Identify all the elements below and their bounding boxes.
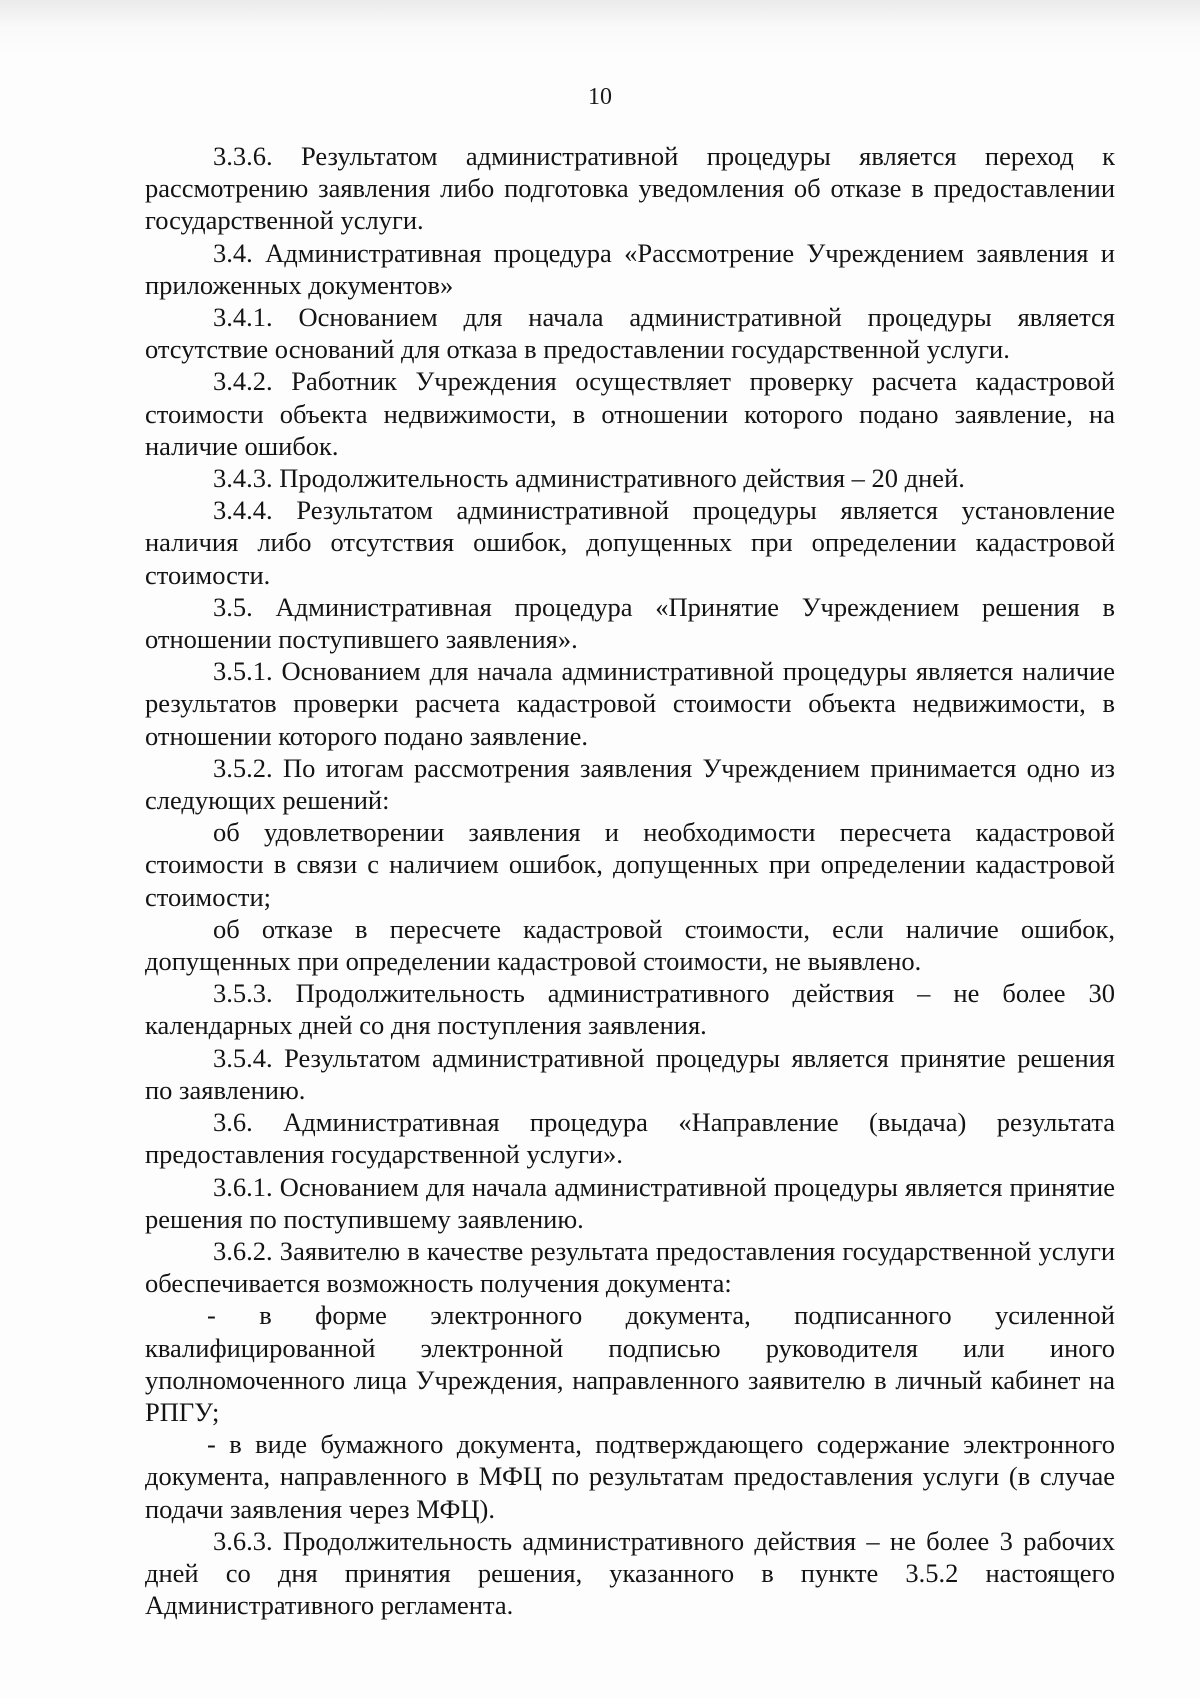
paragraph-3-4-2: 3.4.2. Работник Учреждения осуществляет проверку расчета кадастровой стоимости объекта недвижимости, в отношении которого подано заявление, на наличие ошибок. [145, 366, 1115, 461]
paragraph-3-4-4: 3.4.4. Результатом административной процедуры является установление наличия либо отсутствия ошибок, допущенных при определении кадастровой стоимости. [145, 495, 1115, 590]
paragraph-3-5: 3.5. Административная процедура «Принятие Учреждением решения в отношении поступившего заявления». [145, 591, 1115, 655]
decision-option-approve: об удовлетворении заявления и необходимости пересчета кадастровой стоимости в связи с наличием ошибок, допущенных при определении кадастровой стоимости; [145, 817, 1115, 912]
paragraph-3-3-6: 3.3.6. Результатом административной процедуры является переход к рассмотрению заявления либо подготовка уведомления об отказе в предоставлении государственной услуги. [145, 141, 1115, 236]
paragraph-3-5-1: 3.5.1. Основанием для начала административной процедуры является наличие результатов проверки расчета кадастровой стоимости объекта недвижимости, в отношении которого подано заявление. [145, 656, 1115, 751]
paragraph-3-6-3: 3.6.3. Продолжительность административного действия – не более 3 рабочих дней со дня принятия решения, указанного в пункте 3.5.2 настоящего Административного регламента. [145, 1525, 1115, 1621]
paragraph-3-4: 3.4. Административная процедура «Рассмотрение Учреждением заявления и приложенных документов» [145, 237, 1115, 300]
page-number: 10 [588, 84, 612, 110]
paragraph-3-4-1: 3.4.1. Основанием для начала административной процедуры является отсутствие оснований для отказа в предоставлении государственной услуги. [145, 302, 1115, 365]
paragraph-3-5-4: 3.5.4. Результатом административной процедуры является принятие решения по заявлению. [145, 1042, 1115, 1105]
paragraph-3-6-1: 3.6.1. Основанием для начала административной процедуры является принятие решения по поступившему заявлению. [145, 1171, 1115, 1234]
paragraph-3-5-3: 3.5.3. Продолжительность административного действия – не более 30 календарных дней со дня поступления заявления. [145, 978, 1115, 1041]
paragraph-3-4-3: 3.4.3. Продолжительность административного действия – 20 дней. [213, 463, 965, 494]
list-item-electronic-document: - в форме электронного документа, подписанного усиленной квалифицированной электронной подписью руководителя или иного уполномоченного лица Учреждения, направленного заявителю в личный кабинет на РПГУ; [145, 1300, 1115, 1427]
list-item-paper-document: - в виде бумажного документа, подтверждающего содержание электронного документа, направленного в МФЦ по результатам предоставления услуги (в случае подачи заявления через МФЦ). [145, 1429, 1115, 1524]
document-body [145, 140, 1115, 1621]
paragraph-3-5-2: 3.5.2. По итогам рассмотрения заявления Учреждением принимается одно из следующих решений: [145, 752, 1115, 816]
scan-artifact [0, 0, 1200, 55]
paragraph-3-6-2: 3.6.2. Заявителю в качестве результата предоставления государственной услуги обеспечивается возможность получения документа: [145, 1235, 1115, 1299]
decision-option-refuse: об отказе в пересчете кадастровой стоимости, если наличие ошибок, допущенных при определении кадастровой стоимости, не выявлено. [145, 913, 1115, 977]
paragraph-3-6: 3.6. Административная процедура «Направление (выдача) результата предоставления государственной услуги». [145, 1107, 1115, 1170]
